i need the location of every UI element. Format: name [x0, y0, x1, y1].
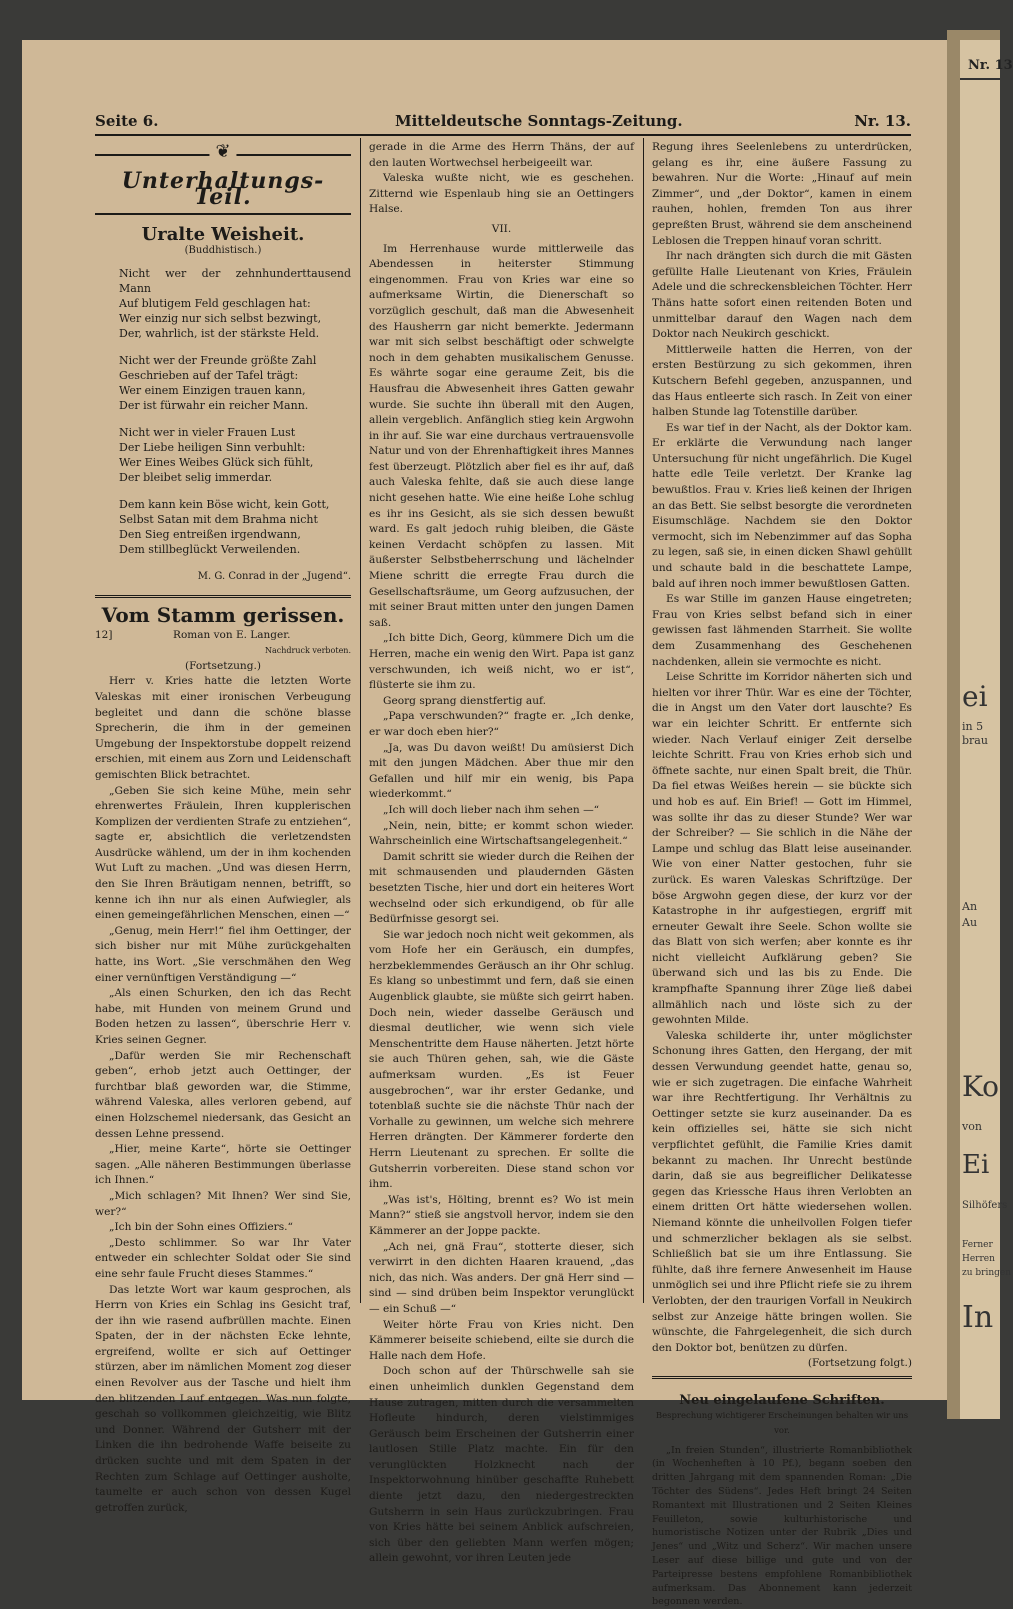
- poem-line: Dem kann kein Böse wicht, kein Gott,: [119, 498, 330, 512]
- new-writings-subtitle: Besprechung wichtigerer Erscheinungen behalten wir uns vor.: [655, 1410, 909, 1437]
- paragraph: Es war Stille im ganzen Hause eingetreten; Frau von Kries selbst befand sich in einer gewissen fast lähmenden Starrheit. Sie wollte dem Zusammenhang des Geschehenen nachdenken, allein sie vermochte es nicht.: [652, 593, 912, 668]
- paragraph: Georg sprang dienstfertig auf.: [383, 694, 546, 707]
- paragraph: „Was ist's, Hölting, brennt es? Wo ist mein Mann?“ stieß sie angstvoll hervor, indem sie den Kämmerer an der Joppe packte.: [369, 1193, 634, 1237]
- to-be-continued: (Fortsetzung folgt.): [807, 1357, 912, 1370]
- new-writings-text: „In freien Stunden“, illustrierte Romanbibliothek (in Wochenheften à 10 Pf.), begann soeben den dritten Jahrgang mit dem spannenden Roman: „Die Töchter des Südens“. Jedes Heft bringt 24 Seiten Romantext mit Illustrationen und 2 Seiten Kleines Feuilleton, sowie kulturhistorische und humoristische Notizen unter der Rubrik „Dies und Jenes“ und „Witz und Scherz“. Wir machen unsere Leser auf diese billige und gute und von der Parteipresse bestens empfohlene Romanbibliothek aufmerksam. Das Abonnement kann jederzeit begonnen werden.: [652, 1444, 912, 1608]
- paragraph: „Genug, mein Herr!“ fiel ihm Oettinger, der sich bisher nur mit Mühe zurückgehalten hatte, ins Wort. „Sie verschmähen den Weg einer vernünftigen Verständigung —“: [95, 924, 351, 984]
- poem-line: Der, wahrlich, ist der stärkste Held.: [119, 327, 320, 341]
- poem-line: Dem stillbeglückt Verweilenden.: [119, 543, 301, 557]
- paragraph: Valeska wußte nicht, wie es geschehen. Zitternd wie Espenlaub hing sie an Oettingers Halse.: [369, 172, 634, 216]
- section-header: [95, 141, 351, 215]
- continuation-label: (Fortsetzung.): [184, 659, 262, 672]
- paragraph: „Ich will doch lieber nach ihm sehen —“: [383, 803, 600, 816]
- paragraph: Mittlerweile hatten die Herren, von der ersten Bestürzung zu sich gekommen, ihren Kutschern Befehl gegeben, anzuspannen, und das Haus entleerte sich rasch. In Zeit von einer halben Stunde lag Totenstille darüber.: [652, 343, 912, 419]
- installment-number: 12]: [95, 628, 113, 641]
- adjacent-fragment: brau: [962, 734, 988, 747]
- poem-line: Den Sieg entreißen irgendwann,: [119, 528, 301, 542]
- page-number: Seite 6.: [95, 112, 159, 130]
- paragraph: „Papa verschwunden?“ fragte er. „Ich denke, er war doch eben hier?“: [369, 710, 634, 738]
- page-header: [95, 112, 911, 136]
- chapter-number: VII.: [491, 222, 512, 235]
- issue-number: Nr. 13.: [854, 112, 911, 130]
- paragraph: Sie war jedoch noch nicht weit gekommen, als vom Hofe her ein Geräusch, ein dumpfes, herzbeklemmendes Geräusch an ihr Ohr schlug. Es klang so unbestimmt und fern, daß sie einen Augenblick glaubte, sie müßte sich geirrt haben. Doch nein, wieder dasselbe Geräusch und diesmal deutlicher, wie wenn sich viele Menschentritte dem Hause näherten. Jetzt hörte sie auch Thüren gehen, sah, wie die Gäste aufmerksam wurden. „Es ist Feuer ausgebrochen“, war ihr erster Gedanke, und totenblaß suchte sie die nächste Thür nach der Vorhalle zu gewinnen, um welche sich mehrere Herren drängten. Der Kämmerer forderte den Herrn Lieutenant zu sprechen. Er sollte die Gutsherrin vorbereiten. Diese stand schon vor ihm.: [369, 928, 634, 1191]
- paragraph: „Ach nei, gnä Frau“, stotterte dieser, sich verwirrt in den dichten Haaren krauend, „das nich, das nich. Was anders. Der gnä Herr sind — sind — sind drüben beim Inspektor verunglückt — ein Schuß —“: [369, 1240, 634, 1315]
- paragraph: „Desto schlimmer. So war Ihr Vater entweder ein schlechter Soldat oder Sie sind eine sehr faule Frucht dieses Stammes.“: [95, 1236, 351, 1280]
- poem-stanza: [119, 353, 351, 413]
- paragraph: „Geben Sie sich keine Mühe, mein sehr ehrenwertes Fräulein, Ihren kupplerischen Komplizen der verdienten Strafe zu entziehen“, sagte er, absichtlich die verletzendsten Ausdrücke wählend, um der in ihm kochenden Wut Luft zu machen. „Und was diesen Herrn, den Sie Ihren Bräutigam nennen, betrifft, so kenne ich ihn nur als einen Aufwiegler, als einen gemeingefährlichen Menschen, einen —“: [95, 784, 351, 922]
- poem-line: Nicht wer der Freunde größte Zahl: [119, 354, 317, 368]
- paragraph: „Nein, nein, bitte; er kommt schon wieder. Wahrscheinlich eine Wirtschaftsangelegenheit.“: [369, 819, 634, 848]
- paragraph: Im Herrenhause wurde mittlerweile das Abendessen in heiterster Stimmung eingenommen. Frau von Kries war eine so aufmerksame Wirtin, die Dienerschaft so vorzüglich geschult, daß man die Abwesenheit des Hausherrn gar nicht bemerkte. Jedermann war mit sich selbst beschäftigt oder schwelgte noch in dem gehabten musikalischem Genusse. Es währte sogar eine geraume Zeit, bis die Hausfrau die Abwesenheit ihres Gatten gewahr wurde. Sie suchte ihn überall mit den Augen, allein vergeblich. Anfänglich stieg kein Argwohn in ihr auf. Sie war eine durchaus vertrauensvolle Natur und von der Ehrenhaftigkeit ihres Mannes fest überzeugt. Plötzlich aber fiel es ihr auf, daß auch Valeska fehlte, daß sie auch diese lange nicht gesehen hatte. Wie eine heiße Lohe schlug es ihr ins Gesicht, als sie sich dessen bewußt ward. Es galt jedoch ruhig bleiben, die Gäste keinen Verdacht schöpfen zu lassen. Mit äußerster Selbstbeherrschung und lächelnder Miene schritt die erregte Frau durch die Gesellschaftsräume, um Georg aufzusuchen, der mit seiner Braut mitten unter den jungen Damen saß.: [369, 242, 634, 629]
- poem-line: Wer Eines Weibes Glück sich fühlt,: [119, 456, 314, 470]
- column-middle: [369, 140, 634, 1567]
- poem-subtitle: (Buddhistisch.): [184, 244, 262, 256]
- adjacent-fragment: zu bringen: [962, 1268, 1012, 1278]
- adjacent-fragment: Ferner: [962, 1240, 993, 1250]
- paragraph: Weiter hörte Frau von Kries nicht. Den Kämmerer beiseite schiebend, eilte sie durch die Halle nach dem Hofe.: [369, 1318, 634, 1362]
- adjacent-page-header: Nr. 13: [968, 58, 1013, 73]
- poem-line: Wer einzig nur sich selbst bezwingt,: [119, 312, 322, 326]
- ornament-icon: ❦: [209, 144, 236, 160]
- newspaper-title: Mitteldeutsche Sonntags-Zeitung.: [395, 112, 683, 130]
- poem-line: Selbst Satan mit dem Brahma nicht: [119, 513, 318, 527]
- column-divider: [643, 138, 644, 1303]
- paragraph: „Ich bitte Dich, Georg, kümmere Dich um die Herren, mache ein wenig den Wirt. Papa ist ganz verschwunden, ich weiß nicht, wo er ist“, flüsterte sie ihm zu.: [369, 632, 634, 692]
- adjacent-fragment: ei: [962, 680, 988, 713]
- poem-title: Uralte Weisheit.: [141, 224, 305, 246]
- paragraph: Das letzte Wort war kaum gesprochen, als Herrn von Kries ein Schlag ins Gesicht traf, der ihn wie rasend aufbrüllen machte. Einen Spaten, der in der nächsten Ecke lehnte, ergreifend, wollte er sich auf Oettinger stürzen, aber im nämlichen Moment zog dieser einen Revolver aus der Tasche und hielt ihm den blitzenden Lauf entgegen. Was nun folgte, geschah so vollkommen gleichzeitig, wie Blitz und Donner. Während der Gutsherr mit der Linken die ihn bedrohende Waffe beiseite zu drücken suchte und mit dem Spaten in der Rechten zum Schlage auf Oettinger ausholte, taumelte er auch schon von dessen Kugel getroffen zurück,: [95, 1283, 351, 1514]
- paragraph: Damit schritt sie wieder durch die Reihen der mit schmausenden und plaudernden Gästen besetzten Tische, hier und dort ein heiteres Wort wechselnd oder sich erkundigend, ob für alle Bedürfnisse gesorgt sei.: [369, 850, 634, 926]
- poem-stanza: [119, 266, 351, 341]
- paragraph: Herr v. Kries hatte die letzten Worte Valeskas mit einer ironischen Verbeugung begleitet und dann die schöne blasse Sprecherin, die ihm in der gemeinen Umgebung der Inspektorstube doppelt reizend erschien, mit einem aus Zorn und Leidenschaft gemischten Blick betrachtet.: [95, 675, 351, 781]
- adjacent-fragment: Silhöfers: [962, 1200, 1008, 1211]
- poem-line: Auf blutigem Feld geschlagen hat:: [119, 297, 311, 311]
- adjacent-fragment: Au: [962, 916, 978, 929]
- section-divider: [652, 1376, 912, 1379]
- adjacent-fragment: Ko: [962, 1070, 1000, 1103]
- paragraph: „Mich schlagen? Mit Ihnen? Wer sind Sie, wer?“: [95, 1189, 351, 1218]
- poem-line: Geschrieben auf der Tafel trägt:: [119, 369, 299, 383]
- column-left: [95, 140, 351, 1516]
- new-writings-title: Neu eingelaufene Schriften.: [679, 1392, 885, 1408]
- adjacent-page-edge: [960, 40, 1013, 1419]
- paragraph: „Als einen Schurken, den ich das Recht habe, mit Hunden von meinem Grund und Boden hetzen zu lassen“, überschrie Herr v. Kries seinen Gegner.: [95, 987, 351, 1046]
- header-rule: [95, 134, 911, 136]
- poem-line: Wer einem Einzigen trauen kann,: [119, 384, 306, 398]
- paragraph: „Ja, was Du davon weißt! Du amüsierst Dich mit den jungen Mädchen. Aber thue mir den Gefallen und hilf mir ein wenig, bis Papa wiederkommt.“: [369, 741, 634, 801]
- paragraph: Leise Schritte im Korridor näherten sich und hielten vor ihrer Thür. War es eine der Töchter, die in Angst um den Vater dort lauschte? Es war ein leichter Schritt. Er entfernte sich wieder. Nach Verlauf einiger Zeit derselbe leichte Schritt. Frau von Kries erhob sich und öffnete sachte, nur einen Spalt breit, die Thür. Da fiel etwas Weißes herein — sie bückte sich und hob es auf. Ein Brief! — Gott im Himmel, was sollte ihr das zu dieser Stunde? Wer war der Schreiber? — Sie schlich in die Nähe der Lampe und schlug das Blatt leise auseinander. Wie von einer Natter gestochen, fuhr sie zurück. Es waren Valeskas Schriftzüge. Der böse Argwohn gegen diese, der kurz vor der Katastrophe in ihr aufgestiegen, ergriff mit erneuter Gewalt ihre Seele. Schon wollte sie das Blatt von sich werfen; aber konnte es ihr nicht vielleicht Aufklärung geben? Sie überwand sich und las bis zu Ende. Die krampfhafte Spannung ihrer Züge ließ dabei allmählich nach und löste sich zu der gewohnten Milde.: [652, 671, 912, 1027]
- adjacent-fragment: in 5: [962, 720, 984, 733]
- adjacent-fragment: von: [962, 1120, 982, 1133]
- paragraph: „Hier, meine Karte“, hörte sie Oettinger sagen. „Alle näheren Bestimmungen überlasse ich Ihnen.“: [95, 1143, 351, 1187]
- paragraph: Ihr nach drängten sich durch die mit Gästen gefüllte Halle Lieutenant von Kries, Fräulein Adele und die schreckensbleichen Töchter. Herr Thäns hatte sofort einen reitenden Boten und unmittelbar darauf den Wagen nach dem Doktor nach Neukirch geschickt.: [652, 250, 912, 341]
- poem-line: Nicht wer der zehnhunderttausend Mann: [119, 267, 351, 296]
- poem-stanza: [119, 425, 351, 485]
- section-title: Unterhaltungs-Teil.: [121, 168, 325, 210]
- poem-line: Der Liebe heiligen Sinn verbuhlt:: [119, 441, 306, 455]
- paragraph: Valeska schilderte ihr, unter möglichster Schonung ihres Gatten, den Hergang, der mit dessen Verwundung geendet hatte, genau so, wie er sich zugetragen. Die einfache Wahrheit war ihre Rechtfertigung. Ihr Verhältnis zu Oettinger setzte sie kurz auseinander. Da es kein offizielles sei, hätte sie sich nicht verpflichtet gefühlt, die Familie Kries damit bekannt zu machen. Ihr Unrecht bestünde darin, daß sie aus begreiflicher Delikatesse gegen das Kriessche Haus ihren Verlobten an einem dritten Ort hätte wiedersehen wollen. Niemand könnte die unheilvollen Folgen tiefer und schmerzlicher beklagen als sie selbst. Schließlich bat sie um ihre Entlassung. Sie fühlte, daß ihre fernere Anwesenheit im Hause unmöglich sei und ihre Pflicht riefe sie zu ihrem Verlobten, der den traurigen Vorfall in Neukirch selbst zur Anzeige hätte bringen wollen. Sie wünschte, die Fahrgelegenheit, die sich durch den Doktor bot, benützen zu dürfen.: [652, 1029, 912, 1354]
- story-title: Vom Stamm gerissen.: [101, 602, 345, 627]
- adjacent-fragment: Ei: [962, 1150, 990, 1180]
- poem-line: Nicht wer in vieler Frauen Lust: [119, 426, 296, 440]
- poem-line: Der bleibet selig immerdar.: [119, 471, 273, 485]
- paragraph: Regung ihres Seelenlebens zu unterdrücken, gelang es ihr, eine äußere Fassung zu bewahren. Nur die Worte: „Hinauf auf mein Zimmer“, und „der Doktor“, kamen in einem rauhen, hohlen, fremden Ton aus ihrer gepreßten Brust, während sie dem anscheinend Leblosen die Treppen hinauf voran schritt.: [652, 141, 912, 247]
- poem-line: Der ist fürwahr ein reicher Mann.: [119, 399, 309, 413]
- paragraph: gerade in die Arme des Herrn Thäns, der auf den lauten Wortwechsel herbeigeeilt war.: [369, 141, 634, 169]
- story-byline-row: [95, 628, 351, 644]
- paragraph: Es war tief in der Nacht, als der Doktor kam. Er erklärte die Verwundung nach langer Untersuchung für nicht ungefährlich. Die Kugel hatte edle Teile verletzt. Der Kranke lag bewußtlos. Frau v. Kries ließ keinen der Ihrigen an das Bett. Sie selbst besorgte die verordneten Eisumschläge. Nachdem sie den Doktor vermocht, sich im Nebenzimmer auf das Sopha zu legen, saß sie, in einen dicken Shawl gehüllt und schaute bald in die beschattete Lampe, bald auf ihren noch immer bewußtlosen Gatten.: [652, 421, 912, 590]
- column-right: [652, 140, 912, 1609]
- adjacent-fragment: An: [962, 900, 978, 913]
- paragraph: „Dafür werden Sie mir Rechenschaft geben“, erhob jetzt auch Oettinger, der furchtbar blaß geworden war, die Stimme, während Valeska, alles verloren gebend, auf einen Holzschemel niedersank, das Gesicht an dessen Lehne pressend.: [95, 1049, 351, 1140]
- column-divider: [360, 138, 361, 1303]
- adjacent-fragment: In: [962, 1300, 994, 1335]
- reprint-notice: Nachdruck verboten.: [264, 646, 351, 656]
- poem-stanza: [119, 497, 351, 557]
- poem-attribution: M. G. Conrad in der „Jugend“.: [197, 571, 351, 583]
- adjacent-page-rule: [960, 78, 1000, 80]
- adjacent-fragment: Herren: [962, 1254, 995, 1264]
- story-byline: Roman von E. Langer.: [173, 628, 291, 641]
- paragraph: Doch schon auf der Thürschwelle sah sie einen unheimlich dunklen Gegenstand dem Hause zutragen, mitten durch die versammelten Hofleute hindurch, deren vielstimmiges Geräusch beim Erscheinen der Gutsherrin einer lautlosen Stille Platz machte. Ein für den verunglückten Holzknecht nach der Inspektorwohnung hinüber geschaffte Ruhebett diente jetzt dazu, den niedergestreckten Gutsherrn in sein Haus zurückzubringen. Frau von Kries hätte bei seinem Anblick aufschreien, sich über den geliebten Mann werfen mögen; allein gewohnt, vor ihren Leuten jede: [369, 1365, 634, 1565]
- section-divider: [95, 595, 351, 598]
- paragraph: „Ich bin der Sohn eines Offiziers.“: [109, 1221, 293, 1234]
